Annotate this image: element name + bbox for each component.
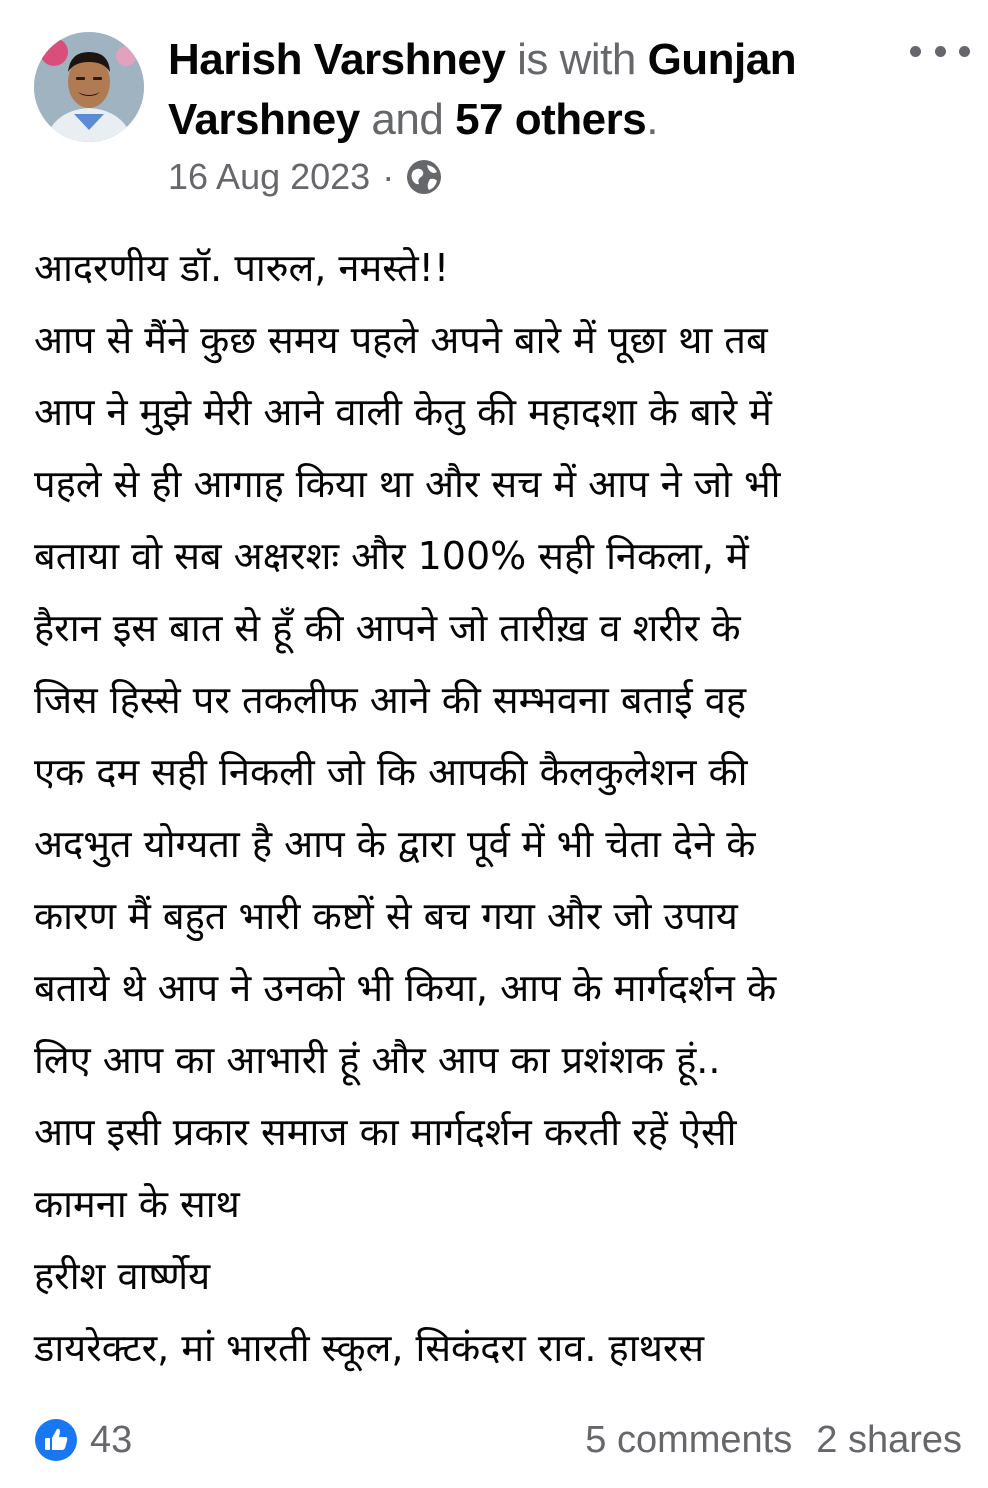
post-body-line: कामना के साथ [34, 1182, 240, 1226]
post-body-line: बताया वो सब अक्षरशः और 100% सही निकला, में [34, 534, 749, 578]
post-footer [0, 1408, 988, 1472]
thumbs-up-icon[interactable] [34, 1418, 78, 1462]
tagged-others[interactable]: 57 others [455, 95, 647, 144]
dot-3 [959, 46, 970, 57]
globe-icon[interactable] [404, 157, 444, 197]
like-count[interactable]: 43 [90, 1419, 133, 1461]
post-author-line [168, 30, 868, 150]
dot-2 [935, 46, 946, 57]
post-body-line: आप से मैंने कुछ समय पहले अपने बारे में पूछा था तब [34, 318, 768, 362]
shares-count[interactable]: 2 shares [816, 1419, 962, 1461]
post-body-line: कारण मैं बहुत भारी कष्टों से बच गया और जो उपाय [34, 894, 738, 938]
post-body-line: हैरान इस बात से हूँ की आपने जो तारीख़ व शरीर के [34, 606, 741, 650]
post-date[interactable]: 16 Aug 2023 [168, 156, 371, 197]
avatar-image [34, 32, 144, 142]
post-body-line: पहले से ही आगाह किया था और सच में आप ने जो भी [34, 462, 781, 506]
engagement-counts [585, 1416, 962, 1464]
author-name[interactable]: Harish Varshney [168, 35, 506, 84]
post-body-line: आदरणीय डॉ. पारुल, नमस्ते!! [34, 246, 450, 290]
post-body [34, 232, 964, 1384]
dot-1 [910, 46, 921, 57]
post-body-line: डायरेक्टर, मां भारती स्कूल, सिकंदरा राव. हाथरस [34, 1326, 705, 1370]
more-dots-icon[interactable] [910, 36, 970, 66]
post-body-line: जिस हिस्से पर तकलीफ आने की सम्भवना बताई वह [34, 678, 747, 722]
with-text: is with [517, 35, 636, 84]
post-body-line: लिए आप का आभारी हूं और आप का प्रशंशक हूं.. [34, 1038, 721, 1082]
sentence-period: . [646, 95, 658, 144]
post-body-line: आप ने मुझे मेरी आने वाली केतु की महादशा के बारे में [34, 390, 772, 434]
post-body-line: हरीश वार्ष्णेय [34, 1254, 211, 1298]
post-body-line: एक दम सही निकली जो कि आपकी कैलकुलेशन की [34, 750, 748, 794]
post-body-line: बताये थे आप ने उनको भी किया, आप के मार्गदर्शन के [34, 966, 777, 1010]
tagged-person[interactable]: Gunjan Varshney [168, 35, 797, 144]
author-avatar[interactable] [34, 32, 144, 142]
and-text: and [371, 95, 444, 144]
post-body-line: आप इसी प्रकार समाज का मार्गदर्शन करती रहें ऐसी [34, 1110, 737, 1154]
post-meta [168, 152, 444, 202]
post-header [0, 0, 988, 210]
post-body-line: अदभुत योग्यता है आप के द्वारा पूर्व में भी चेता देने के [34, 822, 756, 866]
meta-separator: · [382, 156, 395, 197]
comments-count[interactable]: 5 comments [585, 1419, 793, 1461]
